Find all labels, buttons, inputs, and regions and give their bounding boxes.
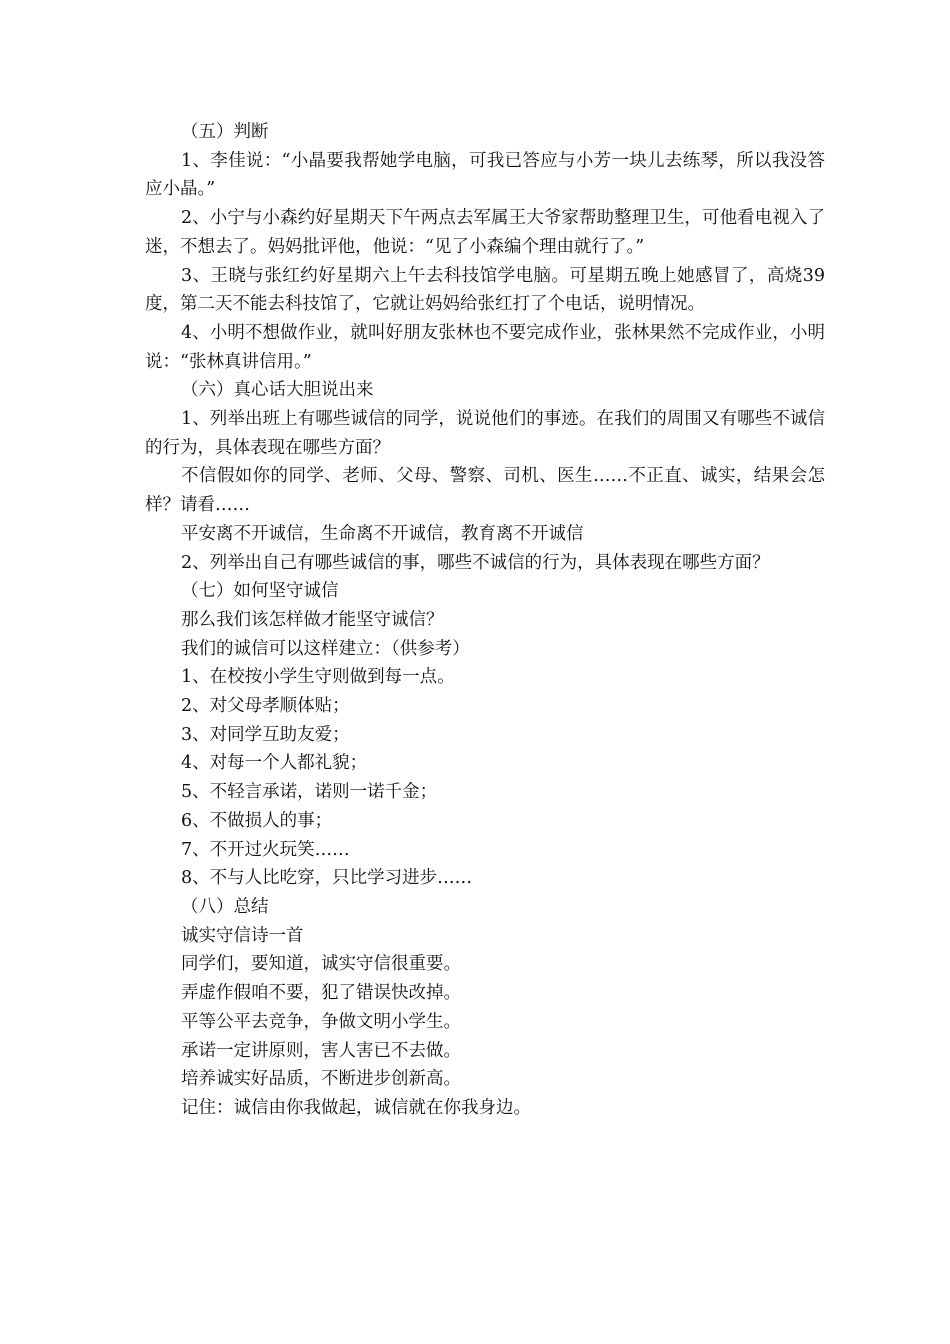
section7-lead: 我们的诚信可以这样建立：（供参考） [181, 638, 470, 659]
judgment-item-2: 2、小宁与小森约好星期天下午两点去军属王大爷家帮助整理卫生，可他看电视入了迷，不想去了。妈妈批评他，他说：“见了小森编个理由就行了。” [145, 208, 825, 257]
section-heading-8: （八）总结 [181, 896, 269, 917]
section6-paragraph-1: 1、列举出班上有哪些诚信的同学，说说他们的事迹。在我们的周围又有哪些不诚信的行为，具体表现在哪些方面？ [145, 409, 825, 458]
judgment-item-4: 4、小明不想做作业，就叫好朋友张林也不要完成作业，张林果然不完成作业，小明说：“张林真讲信用。” [145, 322, 825, 372]
poem-line-5: 培养诚实好品质，不断进步创新高。 [181, 1069, 461, 1090]
integrity-item-6: 6、不做损人的事； [181, 810, 333, 831]
document-body [145, 118, 825, 1123]
section-heading-6: （六）真心话大胆说出来 [181, 380, 374, 401]
integrity-item-5: 5、不轻言承诺，诺则一诺千金； [181, 782, 438, 803]
judgment-item-3: 3、王晓与张红约好星期六上午去科技馆学电脑。可星期五晚上她感冒了，高烧39度，第二天不能去科技馆了，它就让妈妈给张红打了个电话，说明情况。 [145, 265, 825, 315]
integrity-item-8: 8、不与人比吃穿，只比学习进步…… [181, 868, 473, 889]
integrity-item-1: 1、在校按小学生守则做到每一点。 [181, 667, 455, 688]
poem-line-6: 记住：诚信由你我做起，诚信就在你我身边。 [181, 1097, 531, 1118]
section6-paragraph-2: 不信假如你的同学、老师、父母、警察、司机、医生……不正直、诚实，结果会怎样？请看…… [145, 466, 825, 516]
section-heading-5: （五）判断 [181, 122, 269, 142]
section6-paragraph-3: 平安离不开诚信，生命离不开诚信，教育离不开诚信 [181, 523, 584, 544]
section7-intro: 那么我们该怎样做才能坚守诚信？ [181, 609, 444, 630]
poem-line-1: 同学们，要知道，诚实守信很重要。 [181, 954, 461, 975]
section-heading-7: （七）如何坚守诚信 [181, 581, 339, 602]
poem-title: 诚实守信诗一首 [181, 925, 304, 946]
integrity-item-7: 7、不开过火玩笑…… [181, 839, 350, 860]
poem-line-4: 承诺一定讲原则，害人害已不去做。 [181, 1040, 461, 1061]
poem-line-3: 平等公平去竞争，争做文明小学生。 [181, 1011, 461, 1032]
poem-line-2: 弄虚作假咱不要，犯了错误快改掉。 [181, 983, 461, 1004]
integrity-item-3: 3、对同学互助友爱； [181, 724, 350, 745]
integrity-item-2: 2、对父母孝顺体贴； [181, 696, 350, 717]
section6-paragraph-4: 2、列举出自己有哪些诚信的事，哪些不诚信的行为，具体表现在哪些方面？ [181, 552, 770, 573]
judgment-item-1: 1、李佳说：“小晶要我帮她学电脑，可我已答应与小芳一块儿去练琴，所以我没答应小晶。” [145, 150, 825, 200]
integrity-item-4: 4、对每一个人都礼貌； [181, 753, 368, 774]
